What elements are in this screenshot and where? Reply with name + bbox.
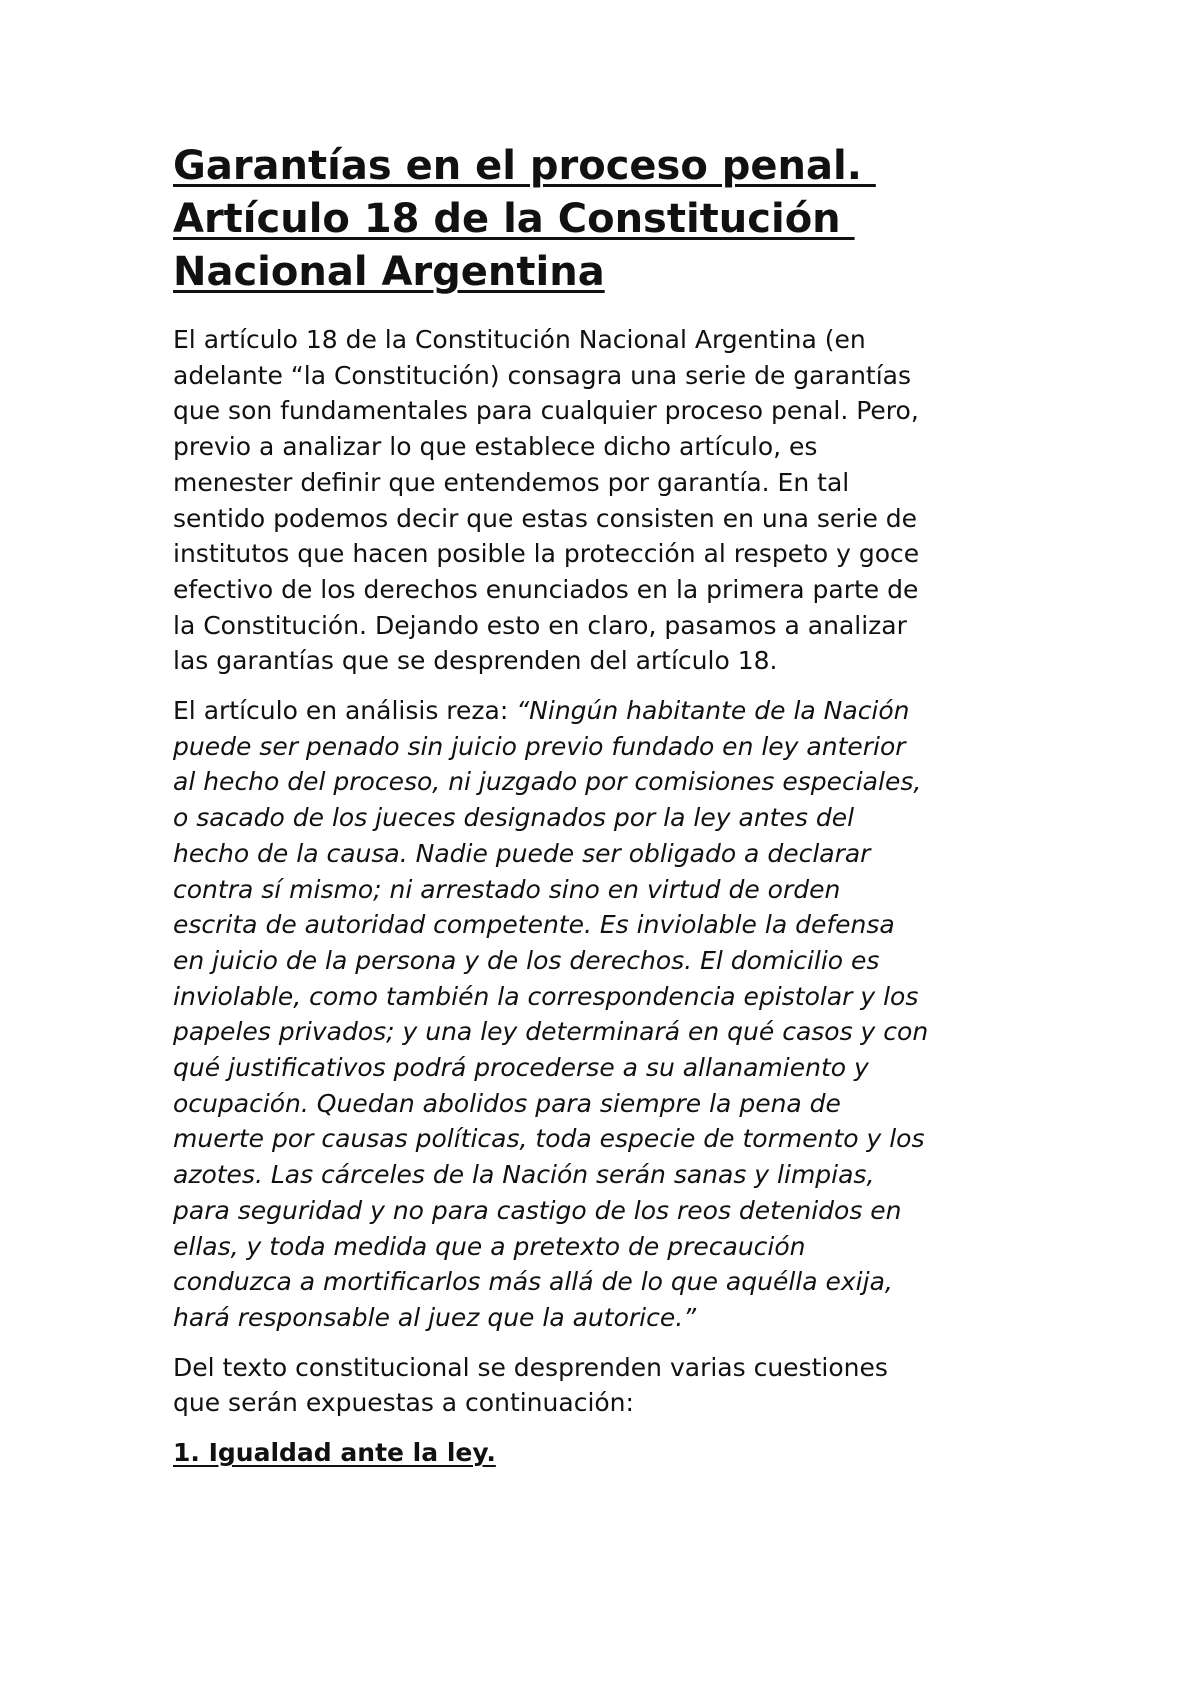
text-line: que son fundamentales para cualquier proceso penal. Pero, [173, 396, 919, 426]
quote-line: ocupación. Quedan abolidos para siempre la pena de [173, 1088, 841, 1118]
text-line: institutos que hacen posible la protección al respeto y goce [173, 539, 920, 569]
quote-line: escrita de autoridad competente. Es inviolable la defensa [173, 910, 895, 940]
intro-paragraph [173, 322, 1043, 679]
quote-line: puede ser penado sin juicio previo fundado en ley anterior [173, 731, 906, 761]
quote-line: azotes. Las cárceles de la Nación serán sanas y limpias, [173, 1160, 875, 1190]
text-line: la Constitución. Dejando esto en claro, pasamos a analizar [173, 610, 907, 640]
document-page [173, 140, 1043, 1471]
quote-line: hará responsable al juez que la autorice.” [173, 1302, 697, 1332]
document-title [173, 140, 1043, 299]
quote-line: conduzca a mortificarlos más allá de lo que aquélla exija, [173, 1267, 893, 1297]
quote-line: muerte por causas políticas, toda especie de tormento y los [173, 1124, 925, 1154]
quote-text: “Ningún habitante de la Nación [516, 696, 910, 726]
quote-line: papeles privados; y una ley determinará en qué casos y con [173, 1017, 929, 1047]
title-line: Artículo 18 de la Constitución [173, 196, 855, 242]
quote-line: inviolable, como también la correspondencia epistolar y los [173, 981, 919, 1011]
quote-line: al hecho del proceso, ni juzgado por comisiones especiales, [173, 767, 922, 797]
quote-line: qué justificativos podrá procederse a su allanamiento y [173, 1053, 869, 1083]
quote-intro: El artículo en análisis reza: [173, 696, 517, 726]
section-heading: 1. Igualdad ante la ley. [173, 1438, 496, 1468]
title-line: Garantías en el proceso penal. [173, 143, 876, 189]
text-line: previo a analizar lo que establece dicho artículo, es [173, 432, 818, 462]
quote-line: para seguridad y no para castigo de los reos detenidos en [173, 1195, 902, 1225]
conclusion-paragraph [173, 1350, 1043, 1421]
text-line: adelante “la Constitución) consagra una serie de garantías [173, 360, 912, 390]
quote-line: o sacado de los jueces designados por la ley antes del [173, 803, 855, 833]
text-line: que serán expuestas a continuación: [173, 1388, 634, 1418]
text-line: menester definir que entendemos por garantía. En tal [173, 467, 850, 497]
quote-line: en juicio de la persona y de los derechos. El domicilio es [173, 945, 880, 975]
article-quote-paragraph [173, 693, 1043, 1336]
text-line: sentido podemos decir que estas consisten en una serie de [173, 503, 918, 533]
text-line: El artículo 18 de la Constitución Nacional Argentina (en [173, 325, 866, 354]
title-line: Nacional Argentina [173, 249, 605, 295]
quote-line: hecho de la causa. Nadie puede ser obligado a declarar [173, 838, 871, 868]
text-line [173, 693, 1043, 729]
text-line: Del texto constitucional se desprenden varias cuestiones [173, 1352, 888, 1382]
text-line: efectivo de los derechos enunciados en la primera parte de [173, 574, 919, 604]
quote-line: ellas, y toda medida que a pretexto de precaución [173, 1231, 806, 1261]
text-line: las garantías que se desprenden del artículo 18. [173, 646, 778, 676]
quote-line: contra sí mismo; ni arrestado sino en virtud de orden [173, 874, 841, 904]
